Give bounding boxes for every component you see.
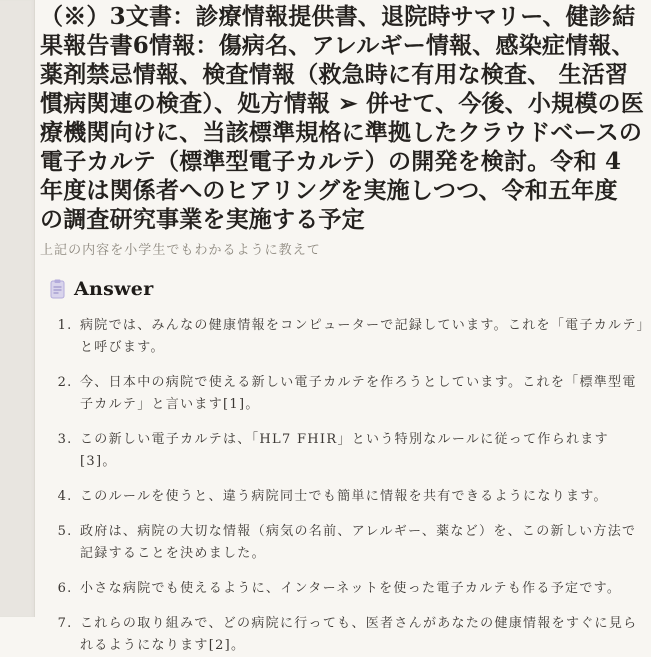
answer-list-item: 6. 小さな病院でも使えるように、インターネットを使った電子カルテも作る予定です。	[78, 578, 645, 600]
clipboard-icon	[50, 279, 66, 299]
question-quote-text: （※）3文書：診療情報提供書、退院時サマリー、健診結果報告書6情報：傷病名、アレルギー情報、感染症情報、薬剤禁忌情報、検査情報（救急時に有用な検査、 生活習慣病関連の検査）、処方情報 ➢ 併せて、今後、小規模の医療機関向けに、当該標準規格に準拠したクラウドベースの電子カルテ（標準型電子カルテ）の開発を検討。令和 4 年度は関係者へのヒアリングを実施しつつ、令和五年度 の調査研究事業を実施する予定	[40, 3, 644, 233]
answer-list-item: 3. この新しい電子カルテは、「HL7 FHIR」という特別なルールに従って作られます[3]。	[78, 429, 645, 473]
answer-list-item: 7. これらの取り組みで、どの病院に行っても、医者さんがあなたの健康情報をすぐに見られるようになります[2]。	[78, 613, 645, 657]
answer-list-item: 2. 今、日本中の病院で使える新しい電子カルテを作ろうとしています。これを「標準型電子カルテ」と言います[1]。	[78, 372, 645, 416]
question-followup-text: 上記の内容を小学生でもわかるように教えて	[40, 243, 321, 258]
answer-list-item: 5. 政府は、病院の大切な情報（病気の名前、アレルギー、薬など）を、この新しい方法で記録することを決めました。	[78, 521, 645, 565]
left-gutter	[0, 0, 35, 617]
answer-list-item: 1. 病院では、みんなの健康情報をコンピューターで記録しています。これを「電子カルテ」と呼びます。	[78, 315, 645, 359]
answer-list	[40, 315, 645, 657]
answer-list-item: 4. このルールを使うと、違う病院同士でも簡単に情報を共有できるようになります。	[78, 486, 645, 508]
answer-heading-label: Answer	[74, 278, 154, 300]
answer-heading	[40, 278, 645, 300]
chat-content	[35, 0, 651, 653]
